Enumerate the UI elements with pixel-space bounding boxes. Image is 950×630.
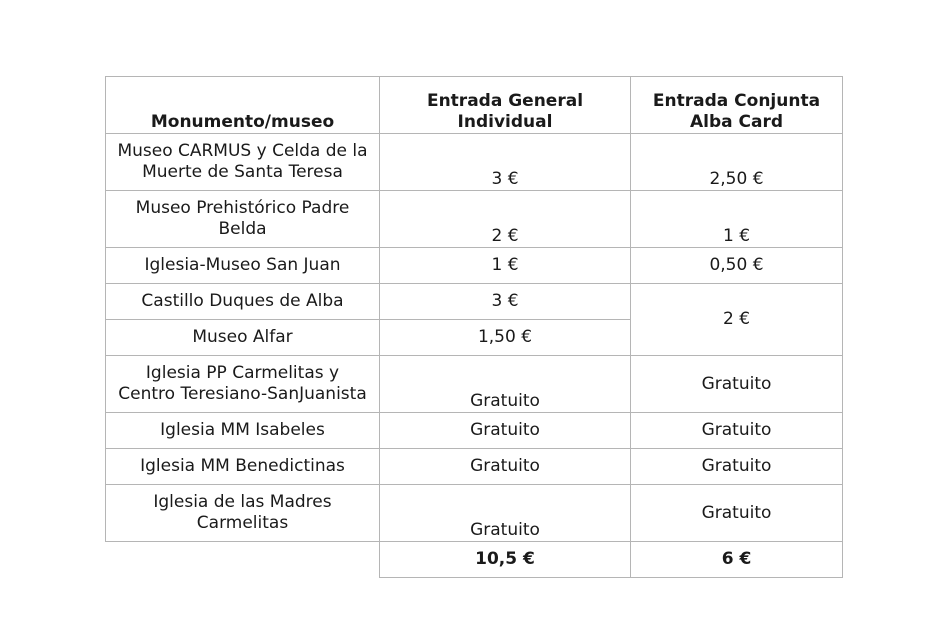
monument-name-cell: Museo CARMUS y Celda de la Muerte de Santa Teresa xyxy=(106,134,380,191)
monument-name-cell: Museo Prehistórico Padre Belda xyxy=(106,191,380,248)
table-row xyxy=(106,284,843,320)
table-row xyxy=(106,485,843,542)
general-price-cell: 3 € xyxy=(380,284,631,320)
alba-price-cell: Gratuito xyxy=(631,356,843,413)
general-price-cell: Gratuito xyxy=(380,413,631,449)
totals-row xyxy=(106,542,843,578)
alba-price-cell: Gratuito xyxy=(631,449,843,485)
table-header-row xyxy=(106,77,843,134)
alba-price-cell: Gratuito xyxy=(631,413,843,449)
monument-name-cell: Iglesia de las Madres Carmelitas xyxy=(106,485,380,542)
monument-name-cell: Iglesia PP Carmelitas y Centro Teresiano-SanJuanista xyxy=(106,356,380,413)
alba-price-cell: 0,50 € xyxy=(631,248,843,284)
monument-name-cell: Museo Alfar xyxy=(106,320,380,356)
monument-name-cell: Iglesia-Museo San Juan xyxy=(106,248,380,284)
alba-price-cell: Gratuito xyxy=(631,485,843,542)
general-price-cell: 1 € xyxy=(380,248,631,284)
general-price-cell: Gratuito xyxy=(380,485,631,542)
header-alba-card-entry: Entrada Conjunta Alba Card xyxy=(631,77,843,134)
price-table xyxy=(105,76,843,578)
general-price-cell: Gratuito xyxy=(380,356,631,413)
table-row xyxy=(106,191,843,248)
table-row xyxy=(106,413,843,449)
monument-name-cell: Iglesia MM Benedictinas xyxy=(106,449,380,485)
alba-price-cell: 2,50 € xyxy=(631,134,843,191)
general-price-cell: 2 € xyxy=(380,191,631,248)
header-general-entry: Entrada General Individual xyxy=(380,77,631,134)
monument-name-cell: Castillo Duques de Alba xyxy=(106,284,380,320)
table-row xyxy=(106,449,843,485)
alba-price-cell-merged: 2 € xyxy=(631,284,843,356)
alba-total-cell: 6 € xyxy=(631,542,843,578)
general-price-cell: 3 € xyxy=(380,134,631,191)
general-total-cell: 10,5 € xyxy=(380,542,631,578)
table-row xyxy=(106,248,843,284)
header-monument: Monumento/museo xyxy=(106,77,380,134)
monument-name-cell: Iglesia MM Isabeles xyxy=(106,413,380,449)
general-price-cell: 1,50 € xyxy=(380,320,631,356)
alba-price-cell: 1 € xyxy=(631,191,843,248)
totals-empty-cell xyxy=(106,542,380,578)
table-row xyxy=(106,134,843,191)
general-price-cell: Gratuito xyxy=(380,449,631,485)
table-row xyxy=(106,356,843,413)
